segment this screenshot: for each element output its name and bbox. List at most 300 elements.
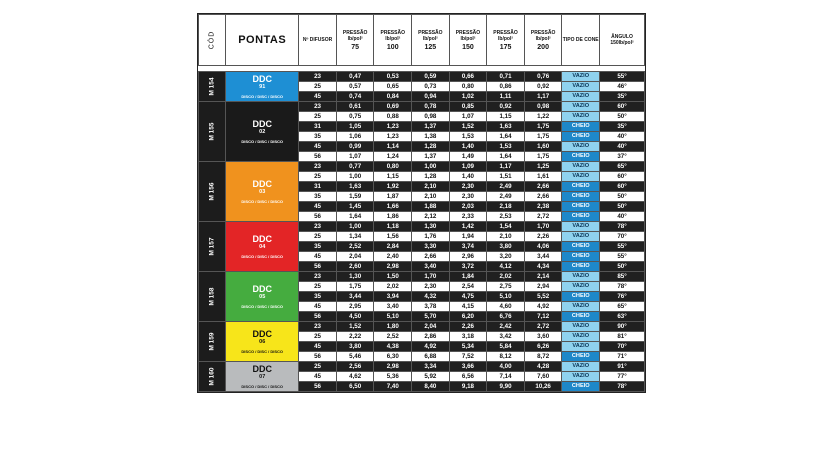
nozzle-name-cell <box>226 102 299 162</box>
flow-cell: 1,14 <box>374 142 412 152</box>
angle-cell: 55° <box>600 242 645 252</box>
flow-cell: 2,52 <box>374 332 412 342</box>
flow-cell: 2,03 <box>449 202 487 212</box>
cone-cell: VAZIO <box>562 72 600 82</box>
cone-cell: VAZIO <box>562 302 600 312</box>
nozzle-spec-table <box>197 13 646 393</box>
flow-cell: 1,52 <box>449 122 487 132</box>
flow-cell: 3,42 <box>487 332 525 342</box>
flow-cell: 2,60 <box>336 262 374 272</box>
angle-cell: 90° <box>600 322 645 332</box>
cone-cell: VAZIO <box>562 162 600 172</box>
flow-cell: 6,50 <box>336 382 374 392</box>
flow-cell: 0,74 <box>336 92 374 102</box>
cone-cell: CHEIO <box>562 252 600 262</box>
flow-cell: 1,63 <box>487 122 525 132</box>
flow-cell: 1,94 <box>449 232 487 242</box>
flow-cell: 2,96 <box>449 252 487 262</box>
nozzle-subtitle: DISCO / DISC / DISCO <box>241 383 283 389</box>
flow-cell: 2,72 <box>524 212 562 222</box>
flow-cell: 1,40 <box>449 142 487 152</box>
angle-cell: 55° <box>600 72 645 82</box>
flow-cell: 5,46 <box>336 352 374 362</box>
cone-cell: CHEIO <box>562 122 600 132</box>
nozzle-name: DDC <box>252 118 272 129</box>
flow-cell: 1,25 <box>524 162 562 172</box>
flow-cell: 1,42 <box>449 222 487 232</box>
flow-cell: 1,75 <box>336 282 374 292</box>
table-row <box>199 222 645 232</box>
flow-cell: 3,74 <box>449 242 487 252</box>
nozzle-name-cell <box>226 362 299 392</box>
angle-cell: 37° <box>600 152 645 162</box>
group-code <box>199 362 226 392</box>
flow-cell: 1,76 <box>412 232 450 242</box>
difusor-cell: 45 <box>299 252 337 262</box>
header-cod: CÓD <box>199 15 226 66</box>
flow-cell: 1,64 <box>336 212 374 222</box>
cone-cell: CHEIO <box>562 192 600 202</box>
flow-cell: 5,52 <box>524 292 562 302</box>
cone-cell: VAZIO <box>562 372 600 382</box>
flow-cell: 4,92 <box>524 302 562 312</box>
cone-cell: VAZIO <box>562 342 600 352</box>
header-pressure-125: PRESSÃO lb/pol² 125 <box>412 15 450 66</box>
flow-cell: 0,66 <box>449 72 487 82</box>
nozzle-number: 03 <box>259 188 266 195</box>
cone-cell: VAZIO <box>562 102 600 112</box>
flow-cell: 0,57 <box>336 82 374 92</box>
flow-cell: 1,56 <box>374 232 412 242</box>
flow-cell: 2,18 <box>487 202 525 212</box>
flow-cell: 2,98 <box>374 362 412 372</box>
nozzle-subtitle: DISCO / DISC / DISCO <box>241 198 283 204</box>
flow-cell: 1,40 <box>449 172 487 182</box>
flow-cell: 2,38 <box>524 202 562 212</box>
flow-cell: 1,70 <box>412 272 450 282</box>
angle-cell: 40° <box>600 212 645 222</box>
cone-cell: VAZIO <box>562 282 600 292</box>
flow-cell: 2,30 <box>412 282 450 292</box>
flow-cell: 4,28 <box>524 362 562 372</box>
header-pontas: PONTAS <box>226 15 299 66</box>
nozzle-number: 04 <box>259 243 266 250</box>
flow-cell: 2,02 <box>374 282 412 292</box>
flow-cell: 3,40 <box>412 262 450 272</box>
flow-cell: 3,80 <box>336 342 374 352</box>
difusor-cell: 35 <box>299 242 337 252</box>
flow-cell: 0,86 <box>487 82 525 92</box>
flow-cell: 6,76 <box>487 312 525 322</box>
angle-cell: 60° <box>600 102 645 112</box>
difusor-cell: 45 <box>299 142 337 152</box>
flow-cell: 1,84 <box>449 272 487 282</box>
flow-cell: 4,75 <box>449 292 487 302</box>
flow-cell: 1,87 <box>374 192 412 202</box>
flow-cell: 1,17 <box>487 162 525 172</box>
flow-cell: 3,60 <box>524 332 562 342</box>
flow-cell: 1,23 <box>374 132 412 142</box>
flow-cell: 3,44 <box>524 252 562 262</box>
flow-cell: 1,49 <box>449 152 487 162</box>
flow-cell: 1,38 <box>412 132 450 142</box>
spec-table <box>198 14 645 392</box>
flow-cell: 0,88 <box>374 112 412 122</box>
flow-cell: 3,94 <box>374 292 412 302</box>
flow-cell: 4,15 <box>449 302 487 312</box>
header-pressure-175: PRESSÃO lb/pol² 175 <box>487 15 525 66</box>
cone-cell: VAZIO <box>562 272 600 282</box>
flow-cell: 1,80 <box>374 322 412 332</box>
cone-cell: CHEIO <box>562 352 600 362</box>
table-body <box>199 72 645 392</box>
nozzle-name: DDC <box>252 178 272 189</box>
flow-cell: 6,56 <box>449 372 487 382</box>
difusor-cell: 45 <box>299 92 337 102</box>
flow-cell: 5,84 <box>487 342 525 352</box>
group-code-label: M 157 <box>208 237 216 256</box>
flow-cell: 1,64 <box>487 132 525 142</box>
flow-cell: 1,07 <box>336 152 374 162</box>
flow-cell: 2,10 <box>412 192 450 202</box>
difusor-cell: 45 <box>299 302 337 312</box>
flow-cell: 2,22 <box>336 332 374 342</box>
difusor-cell: 25 <box>299 282 337 292</box>
nozzle-name-cell <box>226 322 299 362</box>
angle-cell: 78° <box>600 282 645 292</box>
flow-cell: 0,99 <box>336 142 374 152</box>
group-code-label: M 158 <box>208 287 216 306</box>
nozzle-subtitle: DISCO / DISC / DISCO <box>241 303 283 309</box>
difusor-cell: 23 <box>299 272 337 282</box>
flow-cell: 0,94 <box>412 92 450 102</box>
nozzle-subtitle: DISCO / DISC / DISCO <box>241 138 283 144</box>
group-code <box>199 162 226 222</box>
flow-cell: 2,54 <box>449 282 487 292</box>
flow-cell: 1,22 <box>524 112 562 122</box>
angle-cell: 50° <box>600 192 645 202</box>
group-code-label: M 159 <box>208 332 216 351</box>
flow-cell: 6,88 <box>412 352 450 362</box>
flow-cell: 4,00 <box>487 362 525 372</box>
flow-cell: 2,94 <box>524 282 562 292</box>
header-pressure-100: PRESSÃO lb/pol² 100 <box>374 15 412 66</box>
cone-cell: VAZIO <box>562 322 600 332</box>
angle-cell: 35° <box>600 92 645 102</box>
flow-cell: 0,80 <box>374 162 412 172</box>
flow-cell: 7,14 <box>487 372 525 382</box>
angle-cell: 63° <box>600 312 645 322</box>
nozzle-name-cell <box>226 162 299 222</box>
group-code <box>199 322 226 362</box>
flow-cell: 1,52 <box>336 322 374 332</box>
angle-cell: 76° <box>600 292 645 302</box>
flow-cell: 1,06 <box>336 132 374 142</box>
flow-cell: 5,10 <box>487 292 525 302</box>
angle-cell: 40° <box>600 132 645 142</box>
flow-cell: 1,86 <box>374 212 412 222</box>
nozzle-subtitle: DISCO / DISC / DISCO <box>241 348 283 354</box>
angle-cell: 40° <box>600 142 645 152</box>
flow-cell: 4,12 <box>487 262 525 272</box>
flow-cell: 4,38 <box>374 342 412 352</box>
difusor-cell: 23 <box>299 222 337 232</box>
flow-cell: 1,30 <box>412 222 450 232</box>
flow-cell: 0,92 <box>487 102 525 112</box>
flow-cell: 2,30 <box>449 182 487 192</box>
difusor-cell: 23 <box>299 162 337 172</box>
flow-cell: 0,61 <box>336 102 374 112</box>
flow-cell: 0,59 <box>412 72 450 82</box>
flow-cell: 2,95 <box>336 302 374 312</box>
flow-cell: 3,80 <box>487 242 525 252</box>
flow-cell: 1,28 <box>412 172 450 182</box>
difusor-cell: 31 <box>299 122 337 132</box>
flow-cell: 3,40 <box>374 302 412 312</box>
flow-cell: 0,98 <box>524 102 562 112</box>
angle-cell: 46° <box>600 82 645 92</box>
flow-cell: 1,09 <box>449 162 487 172</box>
angle-cell: 35° <box>600 122 645 132</box>
angle-cell: 70° <box>600 232 645 242</box>
flow-cell: 2,66 <box>524 182 562 192</box>
flow-cell: 1,23 <box>374 122 412 132</box>
flow-cell: 1,15 <box>487 112 525 122</box>
nozzle-name-cell <box>226 222 299 272</box>
difusor-cell: 45 <box>299 202 337 212</box>
flow-cell: 0,47 <box>336 72 374 82</box>
flow-cell: 1,75 <box>524 132 562 142</box>
flow-cell: 2,53 <box>487 212 525 222</box>
angle-cell: 71° <box>600 352 645 362</box>
flow-cell: 2,56 <box>336 362 374 372</box>
flow-cell: 3,72 <box>449 262 487 272</box>
flow-cell: 1,02 <box>449 92 487 102</box>
angle-cell: 50° <box>600 112 645 122</box>
flow-cell: 7,60 <box>524 372 562 382</box>
flow-cell: 3,44 <box>336 292 374 302</box>
flow-cell: 1,88 <box>412 202 450 212</box>
flow-cell: 1,05 <box>336 122 374 132</box>
table-row <box>199 322 645 332</box>
difusor-cell: 56 <box>299 352 337 362</box>
difusor-cell: 35 <box>299 132 337 142</box>
flow-cell: 1,00 <box>336 222 374 232</box>
header-row <box>199 15 645 66</box>
flow-cell: 0,65 <box>374 82 412 92</box>
cone-cell: CHEIO <box>562 182 600 192</box>
difusor-cell: 23 <box>299 72 337 82</box>
cone-cell: VAZIO <box>562 112 600 122</box>
flow-cell: 2,10 <box>412 182 450 192</box>
flow-cell: 5,92 <box>412 372 450 382</box>
flow-cell: 1,75 <box>524 122 562 132</box>
nozzle-name: DDC <box>252 73 272 84</box>
header-pressure-150: PRESSÃO lb/pol² 150 <box>449 15 487 66</box>
nozzle-name: DDC <box>252 283 272 294</box>
group-code <box>199 102 226 162</box>
difusor-cell: 25 <box>299 232 337 242</box>
flow-cell: 1,92 <box>374 182 412 192</box>
flow-cell: 3,20 <box>487 252 525 262</box>
flow-cell: 1,24 <box>374 152 412 162</box>
cone-cell: VAZIO <box>562 82 600 92</box>
nozzle-number: 02 <box>259 128 266 135</box>
flow-cell: 2,26 <box>524 232 562 242</box>
table-row <box>199 162 645 172</box>
flow-cell: 4,34 <box>524 262 562 272</box>
flow-cell: 4,92 <box>412 342 450 352</box>
flow-cell: 0,77 <box>336 162 374 172</box>
flow-cell: 1,50 <box>374 272 412 282</box>
flow-cell: 1,45 <box>336 202 374 212</box>
flow-cell: 1,63 <box>336 182 374 192</box>
difusor-cell: 35 <box>299 192 337 202</box>
difusor-cell: 23 <box>299 322 337 332</box>
flow-cell: 1,53 <box>449 132 487 142</box>
group-code-label: M 156 <box>208 182 216 201</box>
flow-cell: 4,50 <box>336 312 374 322</box>
angle-cell: 60° <box>600 182 645 192</box>
nozzle-number: 91 <box>259 83 266 90</box>
flow-cell: 2,52 <box>336 242 374 252</box>
flow-cell: 2,10 <box>487 232 525 242</box>
flow-cell: 2,40 <box>374 252 412 262</box>
flow-cell: 2,49 <box>487 182 525 192</box>
flow-cell: 1,54 <box>487 222 525 232</box>
flow-cell: 1,53 <box>487 142 525 152</box>
angle-cell: 60° <box>600 172 645 182</box>
difusor-cell: 56 <box>299 152 337 162</box>
cone-cell: VAZIO <box>562 362 600 372</box>
flow-cell: 1,51 <box>487 172 525 182</box>
flow-cell: 2,86 <box>412 332 450 342</box>
flow-cell: 3,34 <box>412 362 450 372</box>
header-cone: TIPO DE CONE <box>562 15 600 66</box>
nozzle-name-cell <box>226 72 299 102</box>
flow-cell: 8,72 <box>524 352 562 362</box>
nozzle-name: DDC <box>252 233 272 244</box>
flow-cell: 2,75 <box>487 282 525 292</box>
nozzle-subtitle: DISCO / DISC / DISCO <box>241 253 283 259</box>
angle-cell: 85° <box>600 272 645 282</box>
cone-cell: CHEIO <box>562 202 600 212</box>
flow-cell: 2,72 <box>524 322 562 332</box>
flow-cell: 4,60 <box>487 302 525 312</box>
flow-cell: 2,66 <box>524 192 562 202</box>
flow-cell: 5,70 <box>412 312 450 322</box>
cone-cell: CHEIO <box>562 312 600 322</box>
flow-cell: 0,92 <box>524 82 562 92</box>
cone-cell: CHEIO <box>562 132 600 142</box>
flow-cell: 0,69 <box>374 102 412 112</box>
difusor-cell: 25 <box>299 172 337 182</box>
flow-cell: 0,78 <box>412 102 450 112</box>
table-row <box>199 362 645 372</box>
angle-cell: 65° <box>600 162 645 172</box>
flow-cell: 4,32 <box>412 292 450 302</box>
flow-cell: 1,00 <box>336 172 374 182</box>
nozzle-subtitle: DISCO / DISC / DISCO <box>241 93 283 99</box>
flow-cell: 4,06 <box>524 242 562 252</box>
cone-cell: VAZIO <box>562 222 600 232</box>
flow-cell: 1,66 <box>374 202 412 212</box>
flow-cell: 1,60 <box>524 142 562 152</box>
flow-cell: 0,73 <box>412 82 450 92</box>
angle-cell: 78° <box>600 222 645 232</box>
header-difusor: Nº DIFUSOR <box>299 15 337 66</box>
difusor-cell: 25 <box>299 362 337 372</box>
cone-cell: CHEIO <box>562 212 600 222</box>
table-row <box>199 102 645 112</box>
flow-cell: 0,85 <box>449 102 487 112</box>
group-code-label: M 154 <box>208 77 216 96</box>
angle-cell: 65° <box>600 302 645 312</box>
flow-cell: 1,34 <box>336 232 374 242</box>
flow-cell: 9,90 <box>487 382 525 392</box>
flow-cell: 0,80 <box>449 82 487 92</box>
flow-cell: 1,37 <box>412 122 450 132</box>
flow-cell: 1,75 <box>524 152 562 162</box>
flow-cell: 1,61 <box>524 172 562 182</box>
angle-cell: 81° <box>600 332 645 342</box>
flow-cell: 5,36 <box>374 372 412 382</box>
flow-cell: 2,14 <box>524 272 562 282</box>
flow-cell: 2,04 <box>336 252 374 262</box>
difusor-cell: 35 <box>299 292 337 302</box>
difusor-cell: 45 <box>299 372 337 382</box>
flow-cell: 1,18 <box>374 222 412 232</box>
nozzle-number: 06 <box>259 338 266 345</box>
cone-cell: CHEIO <box>562 242 600 252</box>
difusor-cell: 56 <box>299 212 337 222</box>
flow-cell: 2,26 <box>449 322 487 332</box>
angle-cell: 78° <box>600 382 645 392</box>
flow-cell: 2,12 <box>412 212 450 222</box>
flow-cell: 2,30 <box>449 192 487 202</box>
table-row <box>199 72 645 82</box>
group-code <box>199 72 226 102</box>
difusor-cell: 25 <box>299 82 337 92</box>
flow-cell: 1,30 <box>336 272 374 282</box>
angle-cell: 91° <box>600 362 645 372</box>
flow-cell: 9,18 <box>449 382 487 392</box>
difusor-cell: 45 <box>299 342 337 352</box>
nozzle-number: 07 <box>259 373 266 380</box>
difusor-cell: 31 <box>299 182 337 192</box>
flow-cell: 2,04 <box>412 322 450 332</box>
flow-cell: 1,11 <box>487 92 525 102</box>
difusor-cell: 23 <box>299 102 337 112</box>
nozzle-name-cell <box>226 272 299 322</box>
flow-cell: 6,20 <box>449 312 487 322</box>
flow-cell: 7,40 <box>374 382 412 392</box>
flow-cell: 2,49 <box>487 192 525 202</box>
cone-cell: CHEIO <box>562 262 600 272</box>
flow-cell: 2,02 <box>487 272 525 282</box>
flow-cell: 1,64 <box>487 152 525 162</box>
flow-cell: 0,71 <box>487 72 525 82</box>
header-pressure-200: PRESSÃO lb/pol² 200 <box>524 15 562 66</box>
flow-cell: 3,66 <box>449 362 487 372</box>
flow-cell: 0,84 <box>374 92 412 102</box>
flow-cell: 0,75 <box>336 112 374 122</box>
header-angle: ÂNGULO 150lb/pol² <box>600 15 645 66</box>
flow-cell: 8,12 <box>487 352 525 362</box>
cone-cell: CHEIO <box>562 292 600 302</box>
difusor-cell: 56 <box>299 382 337 392</box>
flow-cell: 0,98 <box>412 112 450 122</box>
